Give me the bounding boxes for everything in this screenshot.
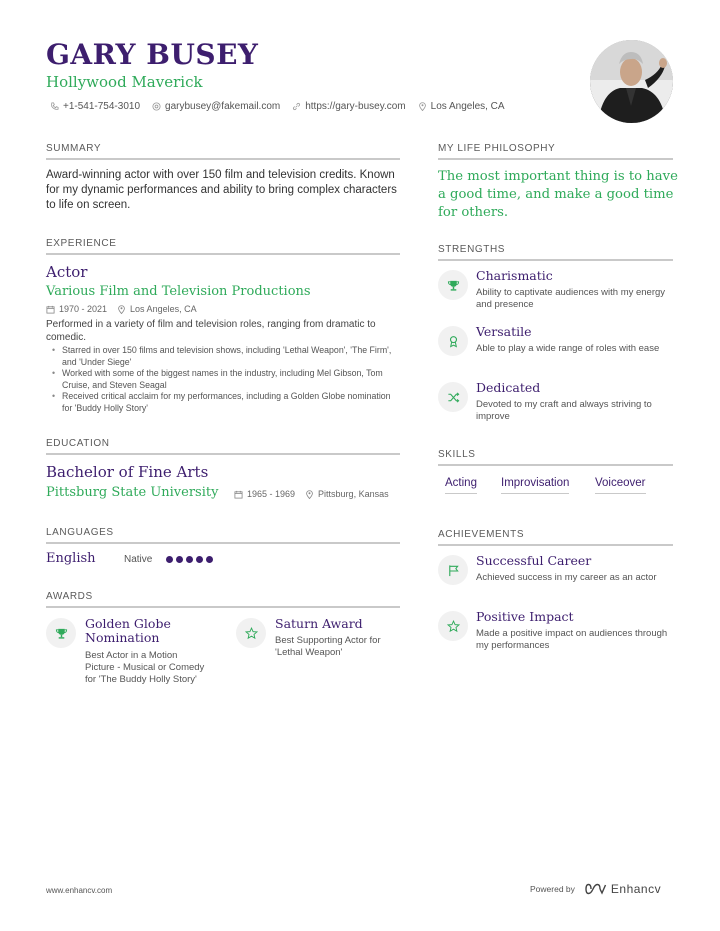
location-pin-icon xyxy=(418,102,427,111)
location-pin-icon xyxy=(117,305,126,314)
strength-title: Versatile xyxy=(476,324,532,339)
experience-heading: EXPERIENCE xyxy=(46,238,400,255)
education-heading: EDUCATION xyxy=(46,438,400,455)
award-title: Saturn Award xyxy=(275,616,363,631)
strength-icon-badge xyxy=(438,382,468,412)
language-level: Native xyxy=(124,554,153,565)
skill-tag: Acting xyxy=(445,477,477,494)
list-item: • Starred in over 150 films and television shows, including 'Lethal Weapon', 'The Firm', and 'Under Siege' xyxy=(50,345,400,368)
strength-desc: Able to play a wide range of roles with ease xyxy=(476,343,660,354)
contact-website-text: https://gary-busey.com xyxy=(305,101,406,112)
education-meta xyxy=(234,489,389,499)
footer-branding xyxy=(530,882,661,896)
skill-tag: Improvisation xyxy=(501,477,569,494)
contact-location-text: Los Angeles, CA xyxy=(430,101,505,112)
brand-logo[interactable] xyxy=(585,882,661,896)
experience-dates xyxy=(46,304,107,314)
list-item: • Worked with some of the biggest names in the industry, including Mel Gibson, Tom Cruise, and Steven Seagal xyxy=(50,368,400,391)
flag-icon xyxy=(447,564,460,577)
calendar-icon xyxy=(234,490,243,499)
contact-bar xyxy=(50,101,505,112)
language-rating xyxy=(166,556,213,563)
award-desc: Best Actor in a Motion Picture - Musical or Comedy for 'The Buddy Holly Story' xyxy=(85,650,205,685)
experience-location xyxy=(117,304,197,314)
awards-heading: AWARDS xyxy=(46,591,400,608)
languages-heading: LANGUAGES xyxy=(46,527,400,544)
footer-url[interactable]: www.enhancv.com xyxy=(46,886,113,895)
link-icon xyxy=(292,102,301,111)
skills-heading: SKILLS xyxy=(438,449,673,466)
strengths-heading: STRENGTHS xyxy=(438,244,673,261)
achievement-title: Successful Career xyxy=(476,553,592,568)
achievement-title: Positive Impact xyxy=(476,609,574,624)
achievement-desc: Achieved success in my career as an actor xyxy=(476,572,657,583)
strength-icon-badge xyxy=(438,270,468,300)
strength-title: Charismatic xyxy=(476,268,553,283)
summary-heading: SUMMARY xyxy=(46,143,400,160)
location-pin-icon xyxy=(305,490,314,499)
star-icon xyxy=(245,627,258,640)
philosophy-heading: MY LIFE PHILOSOPHY xyxy=(438,143,673,160)
award-desc: Best Supporting Actor for 'Lethal Weapon' xyxy=(275,635,381,658)
experience-description: Performed in a variety of film and television roles, ranging from dramatic to comedic. xyxy=(46,319,376,343)
at-icon xyxy=(152,102,161,111)
award-icon-badge xyxy=(46,618,76,648)
education-dates xyxy=(234,489,295,499)
experience-meta xyxy=(46,304,197,314)
experience-dates-text: 1970 - 2021 xyxy=(59,304,108,314)
skill-tag: Voiceover xyxy=(595,477,646,494)
strength-title: Dedicated xyxy=(476,380,541,395)
candidate-name: GARY BUSEY xyxy=(46,38,259,71)
summary-text: Award-winning actor with over 150 film and television credits. Known for my dynamic performances and ability to bring complex characters to life on screen. xyxy=(46,169,397,211)
contact-website[interactable] xyxy=(292,101,405,112)
achievement-icon-badge xyxy=(438,611,468,641)
contact-phone[interactable] xyxy=(50,101,140,112)
candidate-tagline: Hollywood Maverick xyxy=(46,73,203,91)
contact-email[interactable] xyxy=(152,101,280,112)
education-dates-text: 1965 - 1969 xyxy=(247,489,296,499)
experience-role: Actor xyxy=(46,263,88,281)
award-title: Golden Globe Nomination xyxy=(85,616,171,645)
education-school: Pittsburg State University xyxy=(46,485,219,500)
education-degree: Bachelor of Fine Arts xyxy=(46,463,209,481)
contact-location xyxy=(418,101,505,112)
list-item: • Received critical acclaim for my performances, including a Golden Globe nomination for 'Buddy Holly Story' xyxy=(50,391,400,414)
profile-photo xyxy=(590,40,673,123)
rating-dot xyxy=(196,556,203,563)
education-location-text: Pittsburg, Kansas xyxy=(318,489,389,499)
shuffle-icon xyxy=(447,391,460,404)
phone-icon xyxy=(50,102,59,111)
contact-email-text: garybusey@fakemail.com xyxy=(165,101,281,112)
achievements-heading: ACHIEVEMENTS xyxy=(438,529,673,546)
strength-desc: Ability to captivate audiences with my energy and presence xyxy=(476,287,666,310)
star-icon xyxy=(447,620,460,633)
experience-location-text: Los Angeles, CA xyxy=(130,304,197,314)
ribbon-icon xyxy=(447,335,460,348)
rating-dot xyxy=(186,556,193,563)
rating-dot xyxy=(176,556,183,563)
strength-desc: Devoted to my craft and always striving to improve xyxy=(476,399,652,422)
calendar-icon xyxy=(46,305,55,314)
education-location xyxy=(305,489,389,499)
contact-phone-text: +1-541-754-3010 xyxy=(63,101,141,112)
powered-by-label: Powered by xyxy=(530,884,575,894)
trophy-icon xyxy=(447,279,460,292)
award-icon-badge xyxy=(236,618,266,648)
achievement-icon-badge xyxy=(438,555,468,585)
rating-dot xyxy=(166,556,173,563)
enhancv-logo-icon xyxy=(585,883,607,895)
experience-company: Various Film and Television Productions xyxy=(46,284,311,299)
philosophy-text: The most important thing is to have a good time, and make a good time for others. xyxy=(438,169,678,220)
language-name: English xyxy=(46,551,96,566)
brand-name: Enhancv xyxy=(610,882,662,896)
trophy-icon xyxy=(55,627,68,640)
strength-icon-badge xyxy=(438,326,468,356)
rating-dot xyxy=(206,556,213,563)
experience-bullets xyxy=(50,345,400,414)
achievement-desc: Made a positive impact on audiences through my performances xyxy=(476,628,668,651)
